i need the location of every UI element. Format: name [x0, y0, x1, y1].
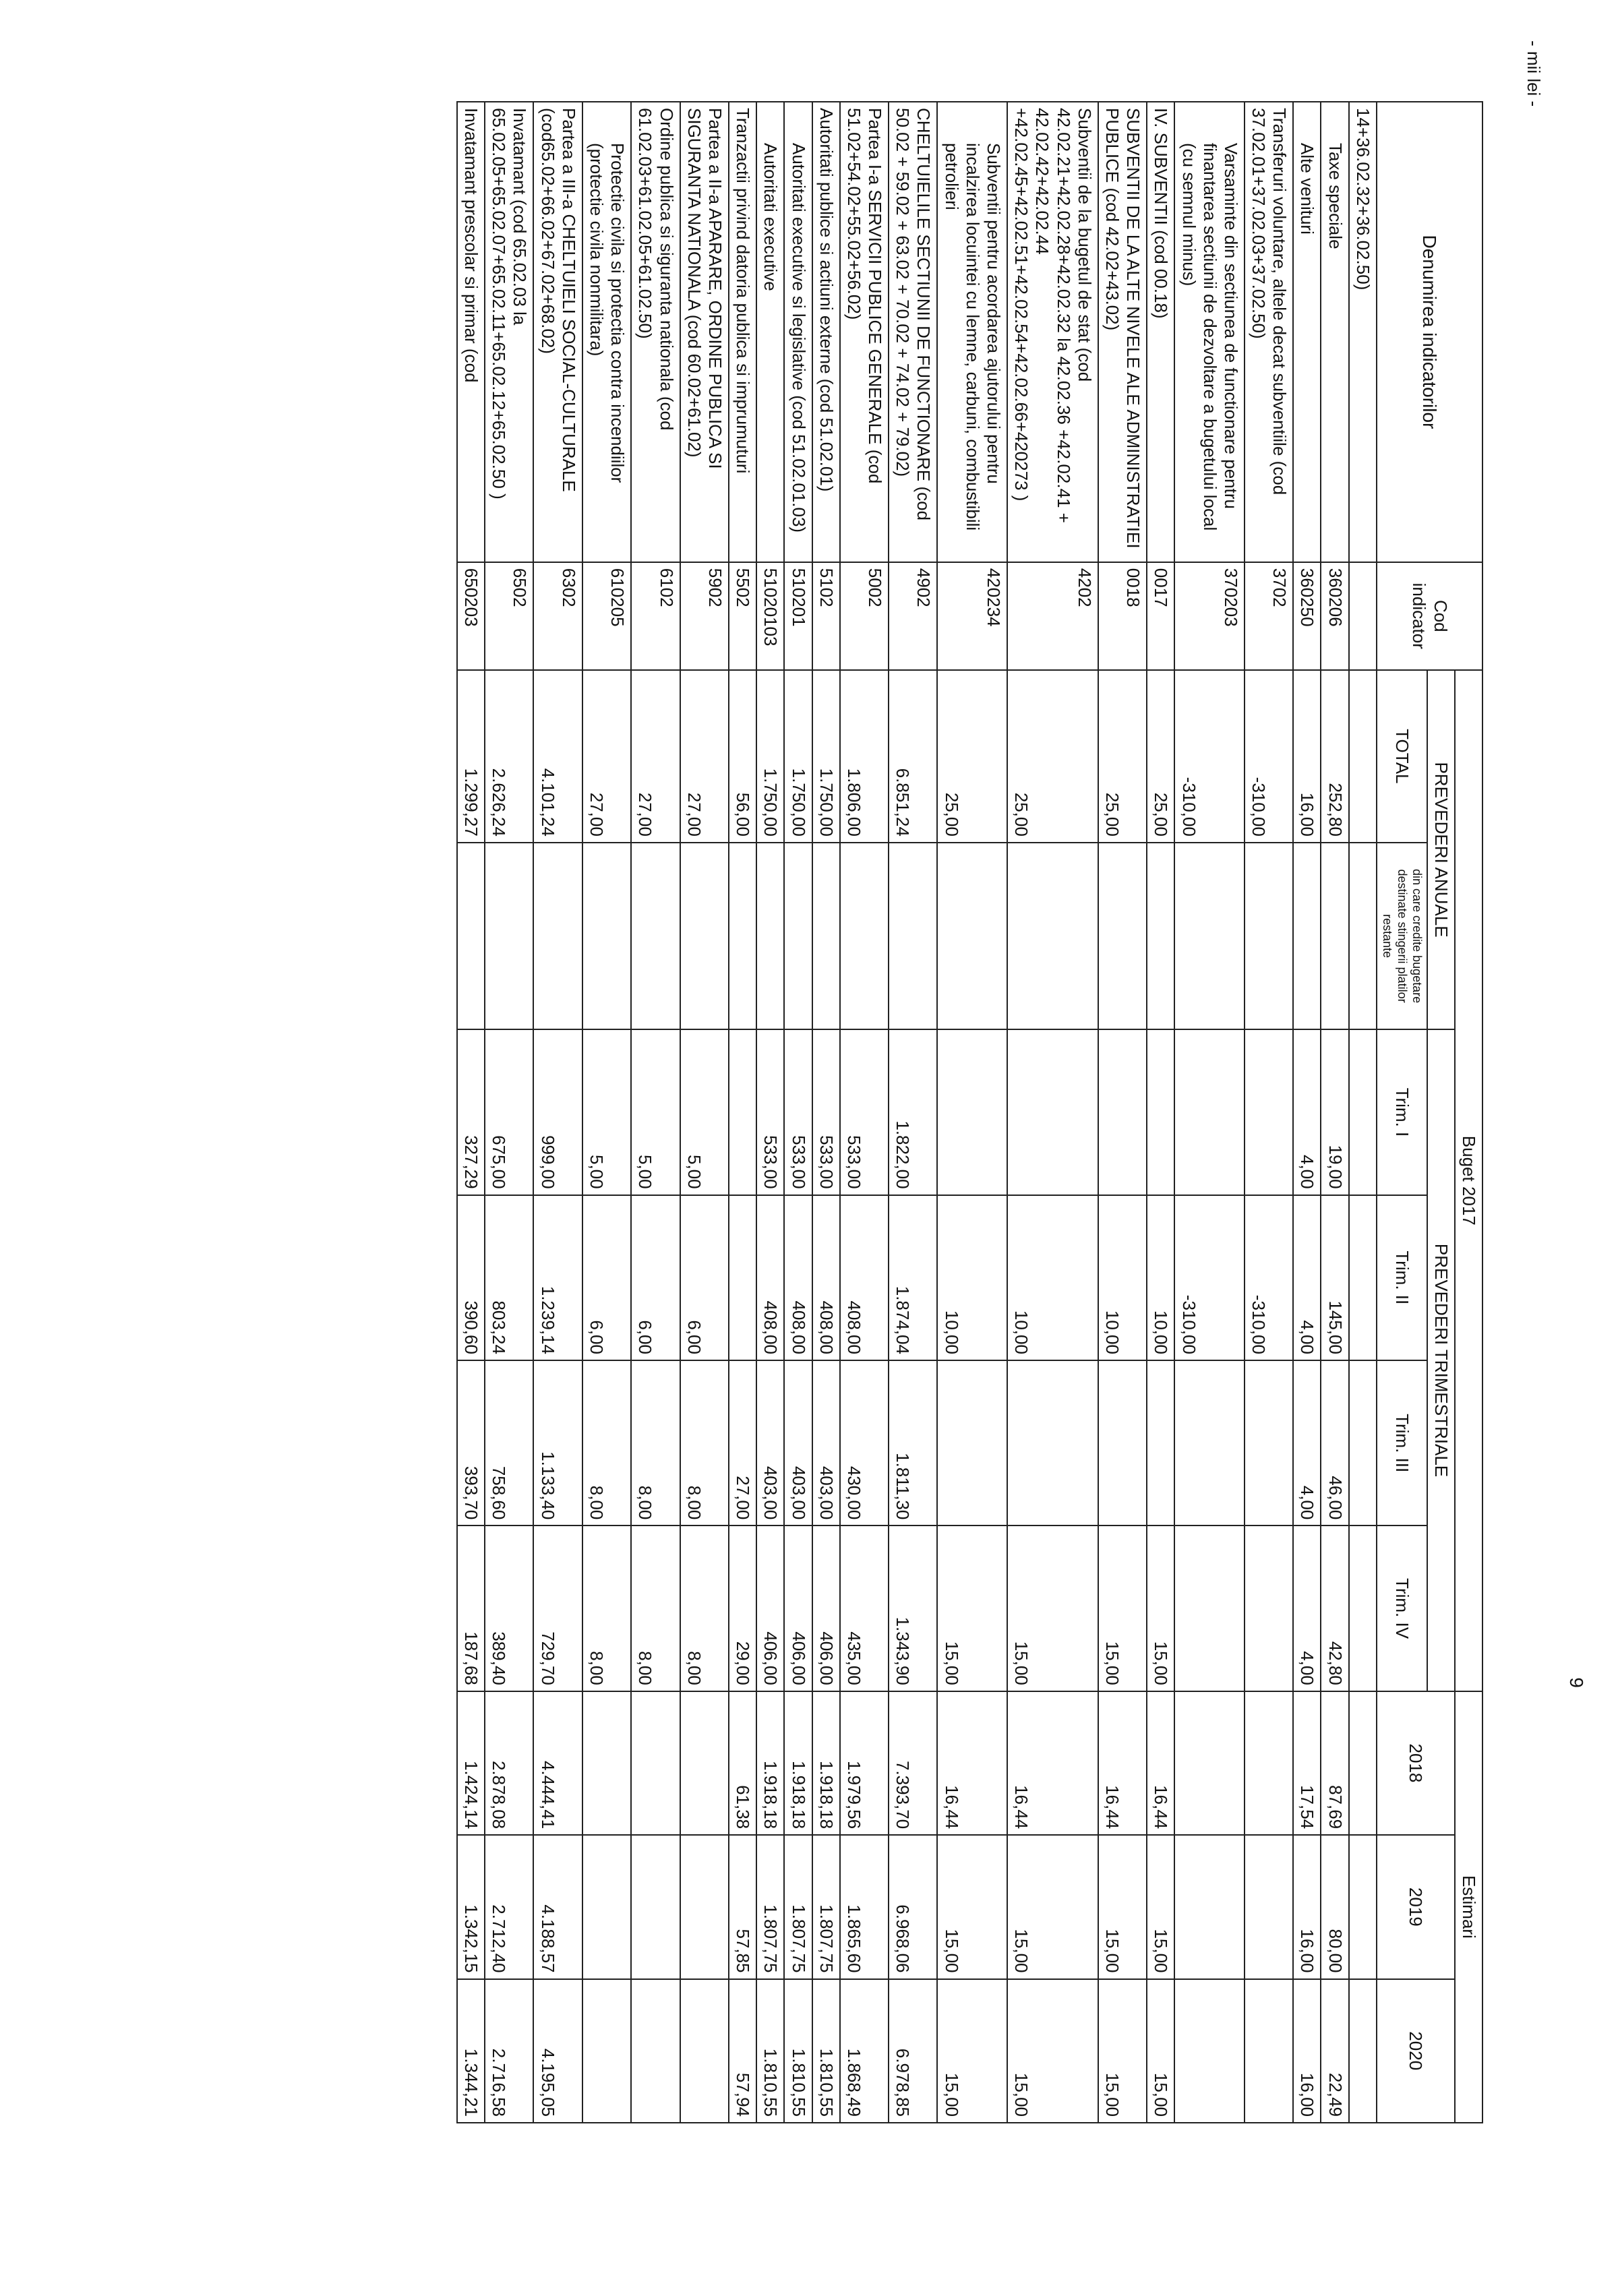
cell-name: Autoritati publice si actiuni externe (cod 51.02.01) — [812, 102, 840, 562]
cell-trim2: 6,00 — [680, 1195, 729, 1360]
cell-name: Partea I-a SERVICII PUBLICE GENERALE (cod 51.02+54.02+55.02+56.02) — [840, 102, 889, 562]
cell-trim3: 1.811,30 — [889, 1360, 937, 1525]
cell-total: 1.806,00 — [840, 670, 889, 843]
cell-total: 27,00 — [680, 670, 729, 843]
cell-trim4: 8,00 — [680, 1525, 729, 1691]
cell-din-care — [937, 843, 1007, 1029]
table-row — [485, 102, 533, 2123]
cell-trim3 — [1098, 1360, 1147, 1525]
cell-trim2: 408,00 — [840, 1195, 889, 1360]
cell-trim1 — [1245, 1029, 1293, 1195]
cell-trim4: 389,40 — [485, 1525, 533, 1691]
cell-trim1: 4,00 — [1293, 1029, 1321, 1195]
header-code: Cod indicator — [1377, 562, 1482, 670]
cell-trim4: 435,00 — [840, 1525, 889, 1691]
cell-total: 25,00 — [1147, 670, 1174, 843]
cell-din-care — [533, 843, 582, 1029]
cell-total: 56,00 — [729, 670, 756, 843]
cell-trim1: 533,00 — [812, 1029, 840, 1195]
cell-trim1: 999,00 — [533, 1029, 582, 1195]
cell-trim1: 5,00 — [680, 1029, 729, 1195]
cell-trim2: 145,00 — [1321, 1195, 1348, 1360]
cell-2020 — [1349, 1979, 1377, 2123]
cell-2019: 15,00 — [937, 1835, 1007, 1978]
cell-trim2: 4,00 — [1293, 1195, 1321, 1360]
cell-2018 — [1349, 1691, 1377, 1835]
cell-total: 1.750,00 — [784, 670, 812, 843]
cell-din-care — [1349, 843, 1377, 1029]
cell-name: Autoritati executive si legislative (cod 51.02.01.03) — [784, 102, 812, 562]
cell-total: 4.101,24 — [533, 670, 582, 843]
cell-2019: 6.968,06 — [889, 1835, 937, 1978]
cell-trim3: 758,60 — [485, 1360, 533, 1525]
cell-2018: 1.424,14 — [457, 1691, 485, 1835]
cell-2019: 80,00 — [1321, 1835, 1348, 1978]
cell-total: 1.750,00 — [812, 670, 840, 843]
cell-trim1: 5,00 — [582, 1029, 631, 1195]
cell-trim2 — [1349, 1195, 1377, 1360]
cell-trim1 — [937, 1029, 1007, 1195]
cell-trim4: 406,00 — [784, 1525, 812, 1691]
cell-2018: 87,69 — [1321, 1691, 1348, 1835]
cell-2020 — [582, 1979, 631, 2123]
cell-total: -310,00 — [1174, 670, 1245, 843]
cell-2020: 15,00 — [937, 1979, 1007, 2123]
cell-trim3 — [1245, 1360, 1293, 1525]
cell-2018: 2.878,08 — [485, 1691, 533, 1835]
cell-2019: 2.712,40 — [485, 1835, 533, 1978]
cell-2019: 1.807,75 — [812, 1835, 840, 1978]
cell-trim3: 1.133,40 — [533, 1360, 582, 1525]
cell-2020: 1.810,55 — [756, 1979, 784, 2123]
table-row — [631, 102, 680, 2123]
cell-trim4: 29,00 — [729, 1525, 756, 1691]
cell-2020 — [1245, 1979, 1293, 2123]
table-row — [1349, 102, 1377, 2123]
header-trim3: Trim. III — [1377, 1360, 1427, 1525]
table-row — [840, 102, 889, 2123]
cell-code: 360206 — [1321, 562, 1348, 670]
cell-trim2: 408,00 — [756, 1195, 784, 1360]
cell-2018 — [1245, 1691, 1293, 1835]
cell-trim3 — [937, 1360, 1007, 1525]
cell-2019: 15,00 — [1007, 1835, 1098, 1978]
cell-trim2: 1.239,14 — [533, 1195, 582, 1360]
cell-din-care — [1147, 843, 1174, 1029]
cell-trim4: 406,00 — [756, 1525, 784, 1691]
cell-code: 510201 — [784, 562, 812, 670]
cell-2020 — [631, 1979, 680, 2123]
cell-din-care — [680, 843, 729, 1029]
cell-total: 25,00 — [937, 670, 1007, 843]
table-row — [784, 102, 812, 2123]
cell-name: Partea a II-a APARARE, ORDINE PUBLICA SI SIGURANTA NATIONALA (cod 60.02+61.02) — [680, 102, 729, 562]
cell-trim4 — [1174, 1525, 1245, 1691]
cell-2018: 4.444,41 — [533, 1691, 582, 1835]
cell-trim4 — [1349, 1525, 1377, 1691]
cell-trim4: 8,00 — [582, 1525, 631, 1691]
table-row — [1147, 102, 1174, 2123]
cell-code: 610205 — [582, 562, 631, 670]
cell-2019: 57,85 — [729, 1835, 756, 1978]
cell-trim4: 42,80 — [1321, 1525, 1348, 1691]
cell-trim4: 1.343,90 — [889, 1525, 937, 1691]
cell-name: Subventii pentru acordarea ajutorului pentru incalzirea locuintei cu lemne, carbuni, combustibili petrolieri — [937, 102, 1007, 562]
cell-din-care — [889, 843, 937, 1029]
cell-2020: 1.810,55 — [812, 1979, 840, 2123]
cell-2018 — [680, 1691, 729, 1835]
cell-2018: 16,44 — [1007, 1691, 1098, 1835]
cell-trim1: 533,00 — [756, 1029, 784, 1195]
cell-2018: 17,54 — [1293, 1691, 1321, 1835]
cell-din-care — [1321, 843, 1348, 1029]
cell-trim4: 15,00 — [937, 1525, 1007, 1691]
cell-code: 370203 — [1174, 562, 1245, 670]
cell-trim4: 406,00 — [812, 1525, 840, 1691]
cell-code: 420234 — [937, 562, 1007, 670]
cell-trim2: 6,00 — [582, 1195, 631, 1360]
table-row — [729, 102, 756, 2123]
header-estimari: Estimari — [1455, 1691, 1482, 2123]
cell-trim2: 408,00 — [812, 1195, 840, 1360]
cell-trim4: 15,00 — [1007, 1525, 1098, 1691]
cell-total: 27,00 — [631, 670, 680, 843]
cell-2020: 1.810,55 — [784, 1979, 812, 2123]
cell-2019: 4.188,57 — [533, 1835, 582, 1978]
cell-trim3: 393,70 — [457, 1360, 485, 1525]
cell-trim2: 10,00 — [1147, 1195, 1174, 1360]
cell-code: 4902 — [889, 562, 937, 670]
cell-din-care — [840, 843, 889, 1029]
cell-total: 1.299,27 — [457, 670, 485, 843]
cell-trim4: 187,68 — [457, 1525, 485, 1691]
cell-trim2 — [729, 1195, 756, 1360]
cell-trim3 — [1174, 1360, 1245, 1525]
unit-label: - mii lei - — [1524, 40, 1544, 107]
cell-total: 1.750,00 — [756, 670, 784, 843]
cell-name: IV. SUBVENTII (cod 00.18) — [1147, 102, 1174, 562]
cell-trim2: 803,24 — [485, 1195, 533, 1360]
cell-total: 16,00 — [1293, 670, 1321, 843]
header-indicator-name: Denumirea indicatorilor — [1377, 102, 1482, 562]
cell-2019: 15,00 — [1147, 1835, 1174, 1978]
cell-code: 650203 — [457, 562, 485, 670]
table-row — [680, 102, 729, 2123]
cell-2018: 1.979,56 — [840, 1691, 889, 1835]
cell-trim4: 15,00 — [1098, 1525, 1147, 1691]
cell-trim1 — [1098, 1029, 1147, 1195]
table-row — [889, 102, 937, 2123]
cell-2018 — [631, 1691, 680, 1835]
cell-din-care — [457, 843, 485, 1029]
cell-name: Transferuri voluntare, altele decat subventiile (cod 37.02.01+37.02.03+37.02.50) — [1245, 102, 1293, 562]
cell-total: -310,00 — [1245, 670, 1293, 843]
cell-name: 14+36.02.32+36.02.50) — [1349, 102, 1377, 562]
cell-trim4: 729,70 — [533, 1525, 582, 1691]
table-row — [937, 102, 1007, 2123]
cell-code: 0017 — [1147, 562, 1174, 670]
cell-trim2: 10,00 — [1007, 1195, 1098, 1360]
cell-2020: 2.716,58 — [485, 1979, 533, 2123]
cell-code: 360250 — [1293, 562, 1321, 670]
cell-name: Varsaminte din sectiunea de functionare pentru finantarea sectiunii de dezvoltare a bugetului local (cu semnul minus) — [1174, 102, 1245, 562]
cell-2018: 16,44 — [1147, 1691, 1174, 1835]
cell-trim2: 10,00 — [937, 1195, 1007, 1360]
cell-trim1: 675,00 — [485, 1029, 533, 1195]
cell-total: 25,00 — [1007, 670, 1098, 843]
cell-name: Tranzactii privind datoria publica si imprumuturi — [729, 102, 756, 562]
cell-2019: 1.807,75 — [756, 1835, 784, 1978]
cell-2019 — [1174, 1835, 1245, 1978]
cell-2020 — [1174, 1979, 1245, 2123]
cell-trim2: 6,00 — [631, 1195, 680, 1360]
header-total: TOTAL — [1377, 670, 1427, 843]
cell-name: Partea a III-a CHELTUIELI SOCIAL-CULTURALE (cod65.02+66.02+67.02+68.02) — [533, 102, 582, 562]
cell-2019: 1.342,15 — [457, 1835, 485, 1978]
cell-din-care — [729, 843, 756, 1029]
cell-2020: 57,94 — [729, 1979, 756, 2123]
table-row — [1293, 102, 1321, 2123]
table-row — [582, 102, 631, 2123]
cell-2019 — [1245, 1835, 1293, 1978]
cell-name: Ordine publica si siguranta nationala (cod 61.02.03+61.02.05+61.02.50) — [631, 102, 680, 562]
cell-name: SUBVENTII DE LA ALTE NIVELE ALE ADMINISTRATIEI PUBLICE (cod 42.02+43.02) — [1098, 102, 1147, 562]
cell-trim3 — [1147, 1360, 1174, 1525]
table-row — [533, 102, 582, 2123]
cell-name: Subventii de la bugetul de stat (cod 42.02.21+42.02.28+42.02.32 la 42.02.36 +42.02.41 + 42.02.42+42.02.44 +42.02.45+42.02.51+42.02.54+42.02.66+420273 ) — [1007, 102, 1098, 562]
cell-2019 — [1349, 1835, 1377, 1978]
cell-2019: 1.865,60 — [840, 1835, 889, 1978]
cell-trim3 — [1349, 1360, 1377, 1525]
cell-code: 6302 — [533, 562, 582, 670]
header-prev-trim: PREVEDERI TRIMESTRIALE — [1427, 1029, 1455, 1691]
header-trim4: Trim. IV — [1377, 1525, 1427, 1691]
cell-name: CHELTUIELILE SECTIUNII DE FUNCTIONARE (cod 50.02 + 59.02 + 63.02 + 70.02 + 74.02 + 79.02) — [889, 102, 937, 562]
cell-trim2: 408,00 — [784, 1195, 812, 1360]
cell-din-care — [631, 843, 680, 1029]
cell-2019 — [582, 1835, 631, 1978]
cell-2019 — [631, 1835, 680, 1978]
cell-trim2: -310,00 — [1174, 1195, 1245, 1360]
cell-trim2: 1.874,04 — [889, 1195, 937, 1360]
table-body — [457, 102, 1377, 2123]
cell-name: Protectie civila si protectia contra incendiilor (protectie civila nonmilitara) — [582, 102, 631, 562]
header-2019: 2019 — [1377, 1835, 1455, 1978]
cell-trim3: 403,00 — [756, 1360, 784, 1525]
cell-code: 5902 — [680, 562, 729, 670]
cell-din-care — [1174, 843, 1245, 1029]
cell-trim4: 4,00 — [1293, 1525, 1321, 1691]
cell-code: 6502 — [485, 562, 533, 670]
cell-2020: 15,00 — [1007, 1979, 1098, 2123]
cell-trim3 — [1007, 1360, 1098, 1525]
header-din-care: din care credite bugetare destinate stingerii platilor restante — [1377, 843, 1427, 1029]
cell-code: 4202 — [1007, 562, 1098, 670]
cell-din-care — [485, 843, 533, 1029]
cell-total: 2.626,24 — [485, 670, 533, 843]
cell-code: 6102 — [631, 562, 680, 670]
table-row — [1321, 102, 1348, 2123]
cell-trim1 — [729, 1029, 756, 1195]
table-row — [1098, 102, 1147, 2123]
cell-trim2: -310,00 — [1245, 1195, 1293, 1360]
cell-trim1: 327,29 — [457, 1029, 485, 1195]
cell-code: 5502 — [729, 562, 756, 670]
cell-2020 — [680, 1979, 729, 2123]
cell-2018: 1.918,18 — [756, 1691, 784, 1835]
cell-total: 27,00 — [582, 670, 631, 843]
cell-total: 25,00 — [1098, 670, 1147, 843]
cell-trim4 — [1245, 1525, 1293, 1691]
cell-din-care — [784, 843, 812, 1029]
cell-trim1 — [1007, 1029, 1098, 1195]
cell-trim3: 4,00 — [1293, 1360, 1321, 1525]
cell-din-care — [582, 843, 631, 1029]
cell-code: 3702 — [1245, 562, 1293, 670]
cell-trim3: 430,00 — [840, 1360, 889, 1525]
cell-din-care — [812, 843, 840, 1029]
table-row — [1174, 102, 1245, 2123]
cell-2020: 6.978,85 — [889, 1979, 937, 2123]
cell-trim1: 533,00 — [784, 1029, 812, 1195]
cell-code: 0018 — [1098, 562, 1147, 670]
cell-trim4: 8,00 — [631, 1525, 680, 1691]
cell-trim3: 8,00 — [680, 1360, 729, 1525]
cell-din-care — [1007, 843, 1098, 1029]
cell-trim3: 46,00 — [1321, 1360, 1348, 1525]
cell-trim1: 533,00 — [840, 1029, 889, 1195]
cell-din-care — [756, 843, 784, 1029]
cell-2018 — [582, 1691, 631, 1835]
header-trim1: Trim. I — [1377, 1029, 1427, 1195]
cell-code: 5002 — [840, 562, 889, 670]
cell-2018: 7.393,70 — [889, 1691, 937, 1835]
cell-trim4: 15,00 — [1147, 1525, 1174, 1691]
cell-2018: 1.918,18 — [784, 1691, 812, 1835]
header-2018: 2018 — [1377, 1691, 1455, 1835]
page-number: 9 — [1565, 1677, 1587, 1688]
table-row — [1245, 102, 1293, 2123]
cell-2018: 61,38 — [729, 1691, 756, 1835]
cell-din-care — [1098, 843, 1147, 1029]
cell-code: 51020103 — [756, 562, 784, 670]
cell-2018: 1.918,18 — [812, 1691, 840, 1835]
cell-total: 6.851,24 — [889, 670, 937, 843]
table-row — [756, 102, 784, 2123]
cell-trim1 — [1174, 1029, 1245, 1195]
cell-2020: 1.868,49 — [840, 1979, 889, 2123]
cell-2019: 16,00 — [1293, 1835, 1321, 1978]
cell-2020: 22,49 — [1321, 1979, 1348, 2123]
cell-trim1 — [1349, 1029, 1377, 1195]
header-buget: Buget 2017 — [1455, 670, 1482, 1691]
cell-2020: 15,00 — [1098, 1979, 1147, 2123]
cell-code: 5102 — [812, 562, 840, 670]
cell-din-care — [1245, 843, 1293, 1029]
cell-total: 252,80 — [1321, 670, 1348, 843]
cell-2020: 15,00 — [1147, 1979, 1174, 2123]
cell-2019 — [680, 1835, 729, 1978]
cell-2020: 16,00 — [1293, 1979, 1321, 2123]
cell-name: Invatamant (cod 65.02.03 la 65.02.05+65.02.07+65.02.11+65.02.12+65.02.50 ) — [485, 102, 533, 562]
table-row — [1007, 102, 1098, 2123]
cell-2018: 16,44 — [937, 1691, 1007, 1835]
cell-name: Taxe speciale — [1321, 102, 1348, 562]
cell-2018: 16,44 — [1098, 1691, 1147, 1835]
cell-2020: 1.344,21 — [457, 1979, 485, 2123]
cell-trim3: 8,00 — [582, 1360, 631, 1525]
cell-trim2: 10,00 — [1098, 1195, 1147, 1360]
cell-trim3: 403,00 — [812, 1360, 840, 1525]
cell-trim2: 390,60 — [457, 1195, 485, 1360]
budget-table-container — [94, 101, 1483, 2123]
cell-2019: 1.807,75 — [784, 1835, 812, 1978]
cell-trim1 — [1147, 1029, 1174, 1195]
cell-trim3: 8,00 — [631, 1360, 680, 1525]
cell-name: Autoritati executive — [756, 102, 784, 562]
cell-trim3: 27,00 — [729, 1360, 756, 1525]
table-row — [812, 102, 840, 2123]
cell-code — [1349, 562, 1377, 670]
header-2020: 2020 — [1377, 1979, 1455, 2123]
cell-trim1: 5,00 — [631, 1029, 680, 1195]
header-prev-anuale: PREVEDERI ANUALE — [1427, 670, 1455, 1029]
cell-2019: 15,00 — [1098, 1835, 1147, 1978]
cell-name: Invatamant prescolar si primar (cod — [457, 102, 485, 562]
cell-name: Alte venituri — [1293, 102, 1321, 562]
header-trim2: Trim. II — [1377, 1195, 1427, 1360]
cell-din-care — [1293, 843, 1321, 1029]
cell-trim1: 1.822,00 — [889, 1029, 937, 1195]
cell-trim1: 19,00 — [1321, 1029, 1348, 1195]
cell-trim3: 403,00 — [784, 1360, 812, 1525]
budget-table — [456, 101, 1483, 2123]
cell-total — [1349, 670, 1377, 843]
cell-2020: 4.195,05 — [533, 1979, 582, 2123]
cell-2018 — [1174, 1691, 1245, 1835]
table-row — [457, 102, 485, 2123]
